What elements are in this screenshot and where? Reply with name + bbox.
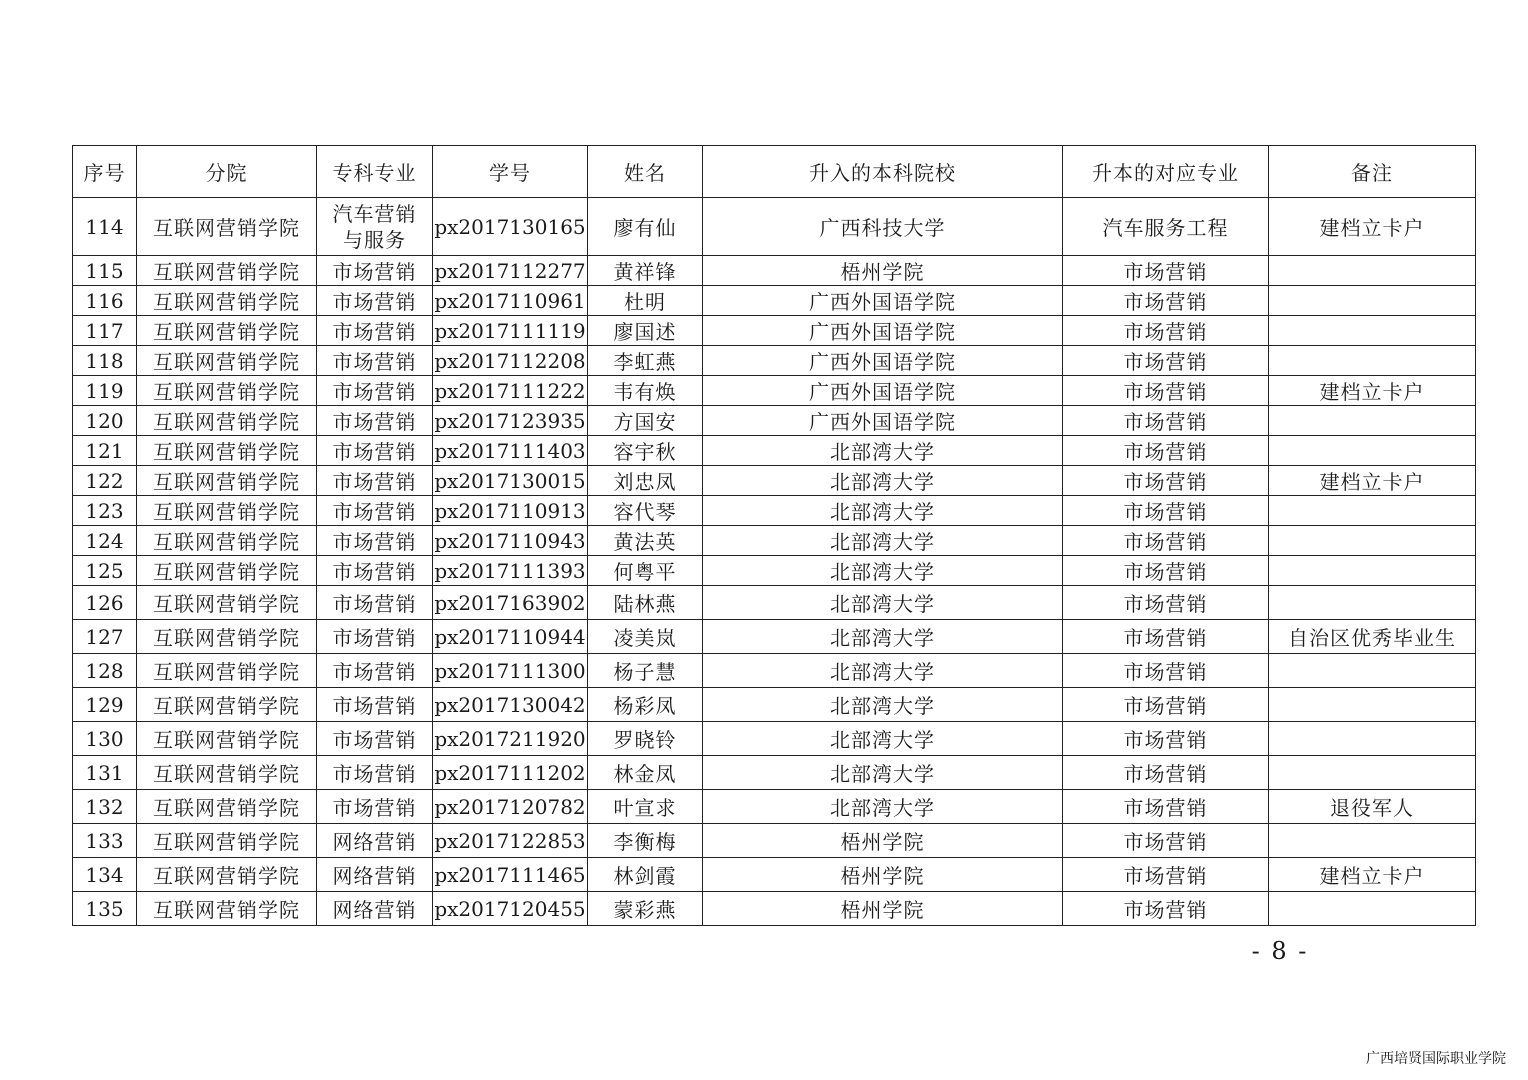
cell-university: 广西外国语学院 (703, 316, 1063, 346)
cell-name: 容宇秋 (588, 436, 703, 466)
cell-student-id: px2017112208 (433, 346, 588, 376)
cell-bachelor-major: 市场营销 (1063, 722, 1269, 756)
table-row (73, 620, 1476, 654)
cell-university: 广西外国语学院 (703, 376, 1063, 406)
table-row (73, 376, 1476, 406)
cell-remark (1269, 892, 1476, 926)
students-table (72, 145, 1476, 926)
cell-school: 互联网营销学院 (137, 654, 317, 688)
cell-bachelor-major: 市场营销 (1063, 436, 1269, 466)
table-row (73, 586, 1476, 620)
table-row (73, 654, 1476, 688)
cell-diploma-major: 汽车营销 与服务 (317, 198, 433, 256)
cell-school: 互联网营销学院 (137, 586, 317, 620)
cell-remark (1269, 286, 1476, 316)
cell-diploma-major: 市场营销 (317, 688, 433, 722)
cell-name: 蒙彩燕 (588, 892, 703, 926)
cell-index: 122 (73, 466, 137, 496)
cell-university: 梧州学院 (703, 858, 1063, 892)
cell-university: 北部湾大学 (703, 496, 1063, 526)
cell-university: 北部湾大学 (703, 556, 1063, 586)
table-row (73, 858, 1476, 892)
cell-remark (1269, 722, 1476, 756)
cell-bachelor-major: 市场营销 (1063, 556, 1269, 586)
cell-diploma-major: 市场营销 (317, 496, 433, 526)
cell-student-id: px2017111222 (433, 376, 588, 406)
cell-diploma-major: 市场营销 (317, 436, 433, 466)
cell-bachelor-major: 汽车服务工程 (1063, 198, 1269, 256)
cell-diploma-major: 市场营销 (317, 346, 433, 376)
table-header-row (73, 146, 1476, 198)
cell-bachelor-major: 市场营销 (1063, 496, 1269, 526)
cell-student-id: px2017110913 (433, 496, 588, 526)
cell-index: 126 (73, 586, 137, 620)
cell-diploma-major: 市场营销 (317, 376, 433, 406)
cell-bachelor-major: 市场营销 (1063, 688, 1269, 722)
cell-school: 互联网营销学院 (137, 406, 317, 436)
cell-remark: 退役军人 (1269, 790, 1476, 824)
cell-remark (1269, 556, 1476, 586)
table-row (73, 286, 1476, 316)
cell-university: 广西科技大学 (703, 198, 1063, 256)
cell-diploma-major: 网络营销 (317, 892, 433, 926)
cell-school: 互联网营销学院 (137, 496, 317, 526)
cell-student-id: px2017122853 (433, 824, 588, 858)
cell-name: 黄法英 (588, 526, 703, 556)
table-row (73, 496, 1476, 526)
cell-bachelor-major: 市场营销 (1063, 892, 1269, 926)
cell-name: 廖有仙 (588, 198, 703, 256)
cell-school: 互联网营销学院 (137, 790, 317, 824)
cell-diploma-major: 网络营销 (317, 858, 433, 892)
cell-diploma-major: 市场营销 (317, 790, 433, 824)
cell-university: 北部湾大学 (703, 436, 1063, 466)
cell-remark: 建档立卡户 (1269, 376, 1476, 406)
table-row (73, 824, 1476, 858)
cell-index: 125 (73, 556, 137, 586)
col-header-student-id: 学号 (433, 146, 588, 198)
table-row (73, 316, 1476, 346)
footer-brand: 广西培贤国际职业学院 (1366, 1051, 1506, 1067)
cell-bachelor-major: 市场营销 (1063, 858, 1269, 892)
col-header-bachelor-major: 升本的对应专业 (1063, 146, 1269, 198)
cell-student-id: px2017111202 (433, 756, 588, 790)
cell-index: 119 (73, 376, 137, 406)
cell-school: 互联网营销学院 (137, 466, 317, 496)
cell-university: 北部湾大学 (703, 688, 1063, 722)
table-row (73, 198, 1476, 256)
cell-university: 广西外国语学院 (703, 346, 1063, 376)
cell-bachelor-major: 市场营销 (1063, 824, 1269, 858)
cell-university: 梧州学院 (703, 256, 1063, 286)
cell-student-id: px2017130042 (433, 688, 588, 722)
col-header-university: 升入的本科院校 (703, 146, 1063, 198)
cell-diploma-major: 市场营销 (317, 586, 433, 620)
cell-name: 杨子慧 (588, 654, 703, 688)
cell-student-id: px2017163902 (433, 586, 588, 620)
cell-remark: 建档立卡户 (1269, 198, 1476, 256)
cell-remark (1269, 346, 1476, 376)
cell-student-id: px2017111119 (433, 316, 588, 346)
cell-bachelor-major: 市场营销 (1063, 346, 1269, 376)
cell-student-id: px2017123935 (433, 406, 588, 436)
table-row (73, 790, 1476, 824)
cell-bachelor-major: 市场营销 (1063, 790, 1269, 824)
cell-university: 北部湾大学 (703, 756, 1063, 790)
cell-student-id: px2017120782 (433, 790, 588, 824)
cell-school: 互联网营销学院 (137, 722, 317, 756)
cell-name: 何粤平 (588, 556, 703, 586)
cell-school: 互联网营销学院 (137, 436, 317, 466)
cell-index: 133 (73, 824, 137, 858)
cell-name: 黄祥锋 (588, 256, 703, 286)
cell-diploma-major: 市场营销 (317, 316, 433, 346)
page-number: - 8 - (1251, 937, 1309, 965)
table-row (73, 406, 1476, 436)
cell-name: 韦有焕 (588, 376, 703, 406)
cell-university: 北部湾大学 (703, 654, 1063, 688)
cell-student-id: px2017111465 (433, 858, 588, 892)
cell-name: 廖国述 (588, 316, 703, 346)
cell-school: 互联网营销学院 (137, 620, 317, 654)
cell-remark (1269, 496, 1476, 526)
cell-index: 117 (73, 316, 137, 346)
cell-index: 114 (73, 198, 137, 256)
cell-remark (1269, 256, 1476, 286)
cell-remark (1269, 406, 1476, 436)
cell-index: 127 (73, 620, 137, 654)
cell-bachelor-major: 市场营销 (1063, 406, 1269, 436)
table-row (73, 892, 1476, 926)
col-header-school: 分院 (137, 146, 317, 198)
cell-school: 互联网营销学院 (137, 316, 317, 346)
cell-name: 李衡梅 (588, 824, 703, 858)
cell-index: 128 (73, 654, 137, 688)
cell-index: 130 (73, 722, 137, 756)
cell-index: 129 (73, 688, 137, 722)
cell-bachelor-major: 市场营销 (1063, 586, 1269, 620)
cell-diploma-major: 市场营销 (317, 556, 433, 586)
cell-school: 互联网营销学院 (137, 688, 317, 722)
cell-index: 120 (73, 406, 137, 436)
cell-bachelor-major: 市场营销 (1063, 286, 1269, 316)
cell-university: 北部湾大学 (703, 620, 1063, 654)
cell-student-id: px2017130015 (433, 466, 588, 496)
cell-bachelor-major: 市场营销 (1063, 654, 1269, 688)
table-row (73, 256, 1476, 286)
cell-index: 124 (73, 526, 137, 556)
cell-university: 北部湾大学 (703, 586, 1063, 620)
cell-index: 132 (73, 790, 137, 824)
cell-name: 方国安 (588, 406, 703, 436)
cell-bachelor-major: 市场营销 (1063, 256, 1269, 286)
cell-bachelor-major: 市场营销 (1063, 526, 1269, 556)
cell-university: 梧州学院 (703, 824, 1063, 858)
cell-index: 118 (73, 346, 137, 376)
table-row (73, 688, 1476, 722)
cell-diploma-major: 网络营销 (317, 824, 433, 858)
cell-name: 李虹燕 (588, 346, 703, 376)
cell-diploma-major: 市场营销 (317, 620, 433, 654)
cell-name: 叶宣求 (588, 790, 703, 824)
cell-name: 林剑霞 (588, 858, 703, 892)
table-row (73, 436, 1476, 466)
cell-school: 互联网营销学院 (137, 198, 317, 256)
cell-name: 罗晓铃 (588, 722, 703, 756)
cell-student-id: px2017120455 (433, 892, 588, 926)
cell-university: 梧州学院 (703, 892, 1063, 926)
cell-bachelor-major: 市场营销 (1063, 316, 1269, 346)
cell-university: 北部湾大学 (703, 722, 1063, 756)
cell-university: 北部湾大学 (703, 526, 1063, 556)
cell-name: 刘忠凤 (588, 466, 703, 496)
cell-university: 北部湾大学 (703, 466, 1063, 496)
table-row (73, 346, 1476, 376)
cell-name: 杜明 (588, 286, 703, 316)
table-row (73, 756, 1476, 790)
cell-school: 互联网营销学院 (137, 824, 317, 858)
cell-student-id: px2017130165 (433, 198, 588, 256)
cell-student-id: px2017111403 (433, 436, 588, 466)
cell-school: 互联网营销学院 (137, 526, 317, 556)
col-header-name: 姓名 (588, 146, 703, 198)
table-body (73, 198, 1476, 926)
cell-school: 互联网营销学院 (137, 892, 317, 926)
cell-index: 116 (73, 286, 137, 316)
cell-remark (1269, 688, 1476, 722)
cell-student-id: px2017211920 (433, 722, 588, 756)
cell-name: 容代琴 (588, 496, 703, 526)
cell-student-id: px2017110943 (433, 526, 588, 556)
table-row (73, 722, 1476, 756)
cell-index: 131 (73, 756, 137, 790)
cell-student-id: px2017111393 (433, 556, 588, 586)
cell-bachelor-major: 市场营销 (1063, 376, 1269, 406)
table-row (73, 556, 1476, 586)
cell-diploma-major: 市场营销 (317, 286, 433, 316)
cell-student-id: px2017112277 (433, 256, 588, 286)
cell-remark (1269, 654, 1476, 688)
cell-remark (1269, 586, 1476, 620)
cell-index: 123 (73, 496, 137, 526)
cell-diploma-major: 市场营销 (317, 722, 433, 756)
cell-student-id: px2017110961 (433, 286, 588, 316)
cell-school: 互联网营销学院 (137, 256, 317, 286)
cell-index: 134 (73, 858, 137, 892)
cell-index: 135 (73, 892, 137, 926)
cell-name: 杨彩凤 (588, 688, 703, 722)
cell-bachelor-major: 市场营销 (1063, 756, 1269, 790)
cell-school: 互联网营销学院 (137, 756, 317, 790)
cell-school: 互联网营销学院 (137, 346, 317, 376)
cell-remark (1269, 756, 1476, 790)
table-row (73, 526, 1476, 556)
cell-diploma-major: 市场营销 (317, 756, 433, 790)
cell-name: 陆林燕 (588, 586, 703, 620)
table-row (73, 466, 1476, 496)
cell-diploma-major: 市场营销 (317, 256, 433, 286)
cell-remark: 自治区优秀毕业生 (1269, 620, 1476, 654)
col-header-remark: 备注 (1269, 146, 1476, 198)
cell-university: 广西外国语学院 (703, 406, 1063, 436)
cell-remark: 建档立卡户 (1269, 858, 1476, 892)
cell-diploma-major: 市场营销 (317, 526, 433, 556)
cell-remark (1269, 316, 1476, 346)
cell-university: 广西外国语学院 (703, 286, 1063, 316)
cell-remark (1269, 824, 1476, 858)
cell-diploma-major: 市场营销 (317, 466, 433, 496)
cell-name: 林金凤 (588, 756, 703, 790)
cell-bachelor-major: 市场营销 (1063, 620, 1269, 654)
cell-student-id: px2017111300 (433, 654, 588, 688)
cell-bachelor-major: 市场营销 (1063, 466, 1269, 496)
cell-remark: 建档立卡户 (1269, 466, 1476, 496)
cell-school: 互联网营销学院 (137, 286, 317, 316)
cell-school: 互联网营销学院 (137, 858, 317, 892)
cell-school: 互联网营销学院 (137, 556, 317, 586)
cell-university: 北部湾大学 (703, 790, 1063, 824)
col-header-diploma-major: 专科专业 (317, 146, 433, 198)
cell-remark (1269, 436, 1476, 466)
cell-diploma-major: 市场营销 (317, 654, 433, 688)
cell-remark (1269, 526, 1476, 556)
col-header-index: 序号 (73, 146, 137, 198)
cell-index: 121 (73, 436, 137, 466)
cell-student-id: px2017110944 (433, 620, 588, 654)
cell-name: 凌美岚 (588, 620, 703, 654)
cell-diploma-major: 市场营销 (317, 406, 433, 436)
cell-index: 115 (73, 256, 137, 286)
cell-school: 互联网营销学院 (137, 376, 317, 406)
